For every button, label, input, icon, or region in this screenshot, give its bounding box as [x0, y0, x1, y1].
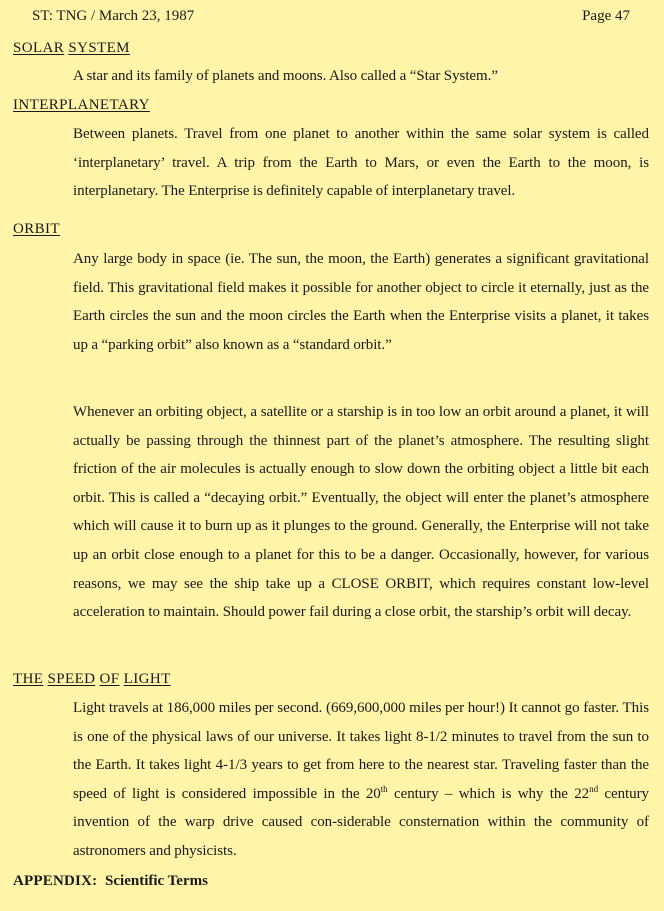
definition-speed-of-light	[73, 694, 649, 866]
text-run: Light travels at 186,000 miles per second. (669,600,000 miles per hour!) It cannot go faster. This is one of the physical laws of our universe. It takes light 8-1/2 minutes to travel from the sun to the Earth. It takes light 4-1/3 years to get from here to the nearest star. Traveling faster than the speed of light is considered impossible in the 20	[73, 700, 649, 802]
term-orbit	[13, 219, 60, 239]
term-word: THE	[13, 671, 44, 687]
page-header	[32, 6, 630, 26]
term-solar-system	[13, 38, 130, 58]
footer-title: Scientific Terms	[105, 873, 208, 889]
term-word: OF	[99, 671, 120, 687]
term-word: INTERPLANETARY	[13, 97, 150, 113]
footer-label: APPENDIX:	[13, 873, 98, 889]
page-footer	[13, 871, 208, 891]
header-series-date: ST: TNG / March 23, 1987	[32, 8, 195, 24]
term-word: LIGHT	[123, 671, 171, 687]
term-word: SPEED	[47, 671, 96, 687]
text-run: century invention of the warp drive caused con-siderable consternation within the community of astronomers and physicists.	[73, 785, 649, 859]
ordinal-suffix: th	[380, 783, 388, 794]
term-word: SOLAR	[13, 40, 65, 56]
definition-orbit-paragraph-1: Any large body in space (ie. The sun, the moon, the Earth) generates a significant gravitational field. This gravitational field makes it possible for another object to circle it eternally, just as the Earth circles the sun and the moon circles the Earth when the Enterprise visits a planet, it takes up a “parking orbit” also known as a “standard orbit.”	[73, 251, 649, 353]
term-interplanetary	[13, 95, 150, 115]
definition-orbit-paragraph-2: Whenever an orbiting object, a satellite or a starship is in too low an orbit around a planet, it will actually be passing through the thinnest part of the planet’s atmosphere. The resulting slight friction of the air molecules is actually enough to slow down the orbiting object a little bit each orbit. This is called a “decaying orbit.” Eventually, the object will enter the planet’s atmosphere which will cause it to burn up as it plunges to the ground. Generally, the Enterprise will not take up an orbit close enough to a planet for this to be a danger. Occasionally, however, for various reasons, we may see the ship take up a CLOSE ORBIT, which requires constant low-level acceleration to maintain. Should power fail during a close orbit, the starship’s orbit will decay.	[73, 404, 649, 621]
definition-solar-system: A star and its family of planets and moons. Also called a “Star System.”	[73, 68, 498, 84]
text-run: century – which is why the 22	[387, 785, 590, 802]
header-page-number: Page 47	[582, 8, 630, 24]
definition-interplanetary: Between planets. Travel from one planet to another within the same solar system is called ‘interplanetary’ travel. A trip from the Earth to Mars, or even the Earth to the moon, is interplanetary. The Enterprise is definitely capable of interplanetary travel.	[73, 126, 649, 200]
term-word: SYSTEM	[68, 40, 130, 56]
term-speed-of-light	[13, 669, 171, 689]
ordinal-suffix: nd	[589, 783, 599, 794]
term-word: ORBIT	[13, 221, 60, 237]
